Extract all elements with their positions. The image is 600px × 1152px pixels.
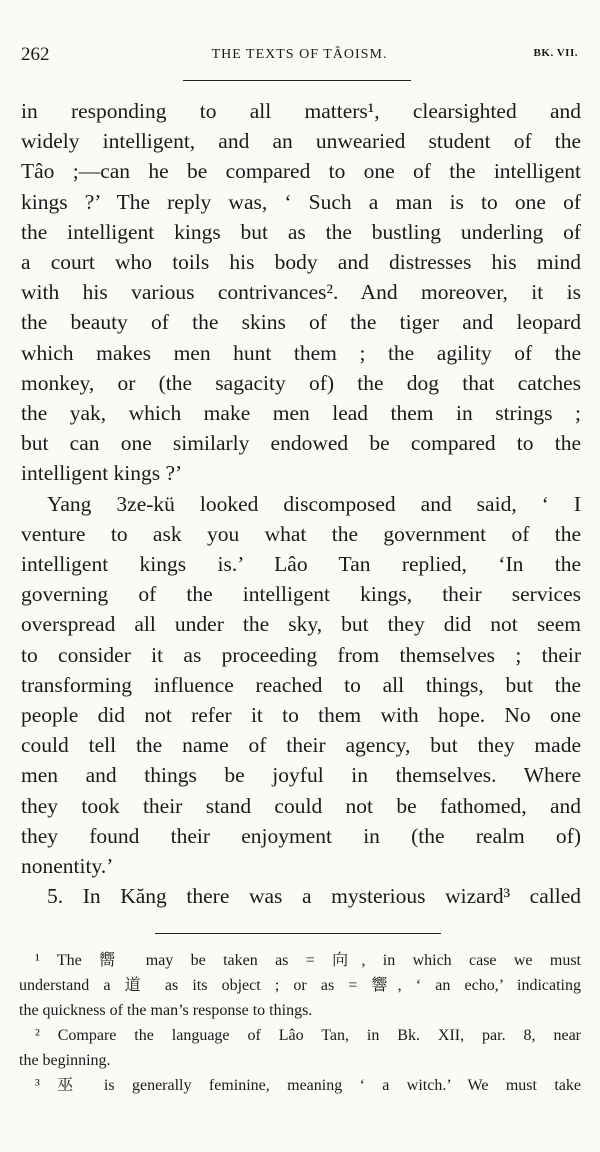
text-line: intelligent kings is.’ Lâo Tan replied, ‘In the [21,552,581,577]
footnote-rule [155,933,441,934]
text-line: the beauty of the skins of the tiger and leopard [21,310,581,335]
header-rule [183,80,411,81]
text-line: 5. In Kăng there was a mysterious wizard³ called [47,884,581,909]
page-header [21,44,578,68]
text-line: with his various contrivances². And moreover, it is [21,280,581,305]
footnote-line: ¹ The 嚮 may be taken as = 向, in which case we must [35,952,581,969]
text-line: venture to ask you what the government of the [21,521,581,546]
body-text [21,96,581,911]
text-line: kings ?’ The reply was, ‘ Such a man is to one of [21,189,581,214]
running-title: THE TEXTS OF TÂOISM. [211,47,388,62]
text-line: men and things be joyful in themselves. Where [21,763,581,788]
text-line: a court who toils his body and distresses his mind [21,250,581,275]
text-line: the intelligent kings but as the bustling underling of [21,219,581,244]
text-line: people did not refer it to them with hope. No one [21,703,581,728]
footnote-line: the quickness of the man’s response to things. [19,1002,313,1019]
text-line: the yak, which make men lead them in strings ; [21,401,581,426]
footnote-line: ² Compare the language of Lâo Tan, in Bk. XII, par. 8, near [35,1027,581,1044]
page-number: 262 [21,44,50,65]
footnotes [19,948,581,1098]
text-line: which makes men hunt them ; the agility of the [21,340,581,365]
text-line: Yang 3ze-kü looked discomposed and said, ‘ I [47,491,581,516]
text-line: nonentity.’ [21,854,114,879]
text-line: transforming influence reached to all things, but the [21,672,581,697]
text-line: they took their stand could not be fathomed, and [21,793,581,818]
text-line: in responding to all matters¹, clearsighted and [21,99,581,123]
footnote-line: the beginning. [19,1052,111,1069]
text-line: monkey, or (the sagacity of) the dog that catches [21,370,581,395]
text-line: intelligent kings ?’ [21,461,183,486]
text-line: Tâo ;—can he be compared to one of the intelligent [21,159,581,184]
text-line: but can one similarly endowed be compared to the [21,431,581,456]
text-line: widely intelligent, and an unwearied student of the [21,129,581,154]
text-line: to consider it as proceeding from themselves ; their [21,642,581,667]
text-line: could tell the name of their agency, but they made [21,733,581,758]
book-reference: BK. VII. [533,47,578,59]
footnote-line: understand a 道 as its object ; or as = 響, ‘ an echo,’ indicating [19,977,581,994]
footnote-line: ³ 巫 is generally feminine, meaning ‘ a witch.’ We must take [35,1077,581,1094]
text-line: governing of the intelligent kings, their services [21,582,581,607]
text-line: overspread all under the sky, but they did not seem [21,612,581,637]
text-line: they found their enjoyment in (the realm of) [21,823,581,848]
